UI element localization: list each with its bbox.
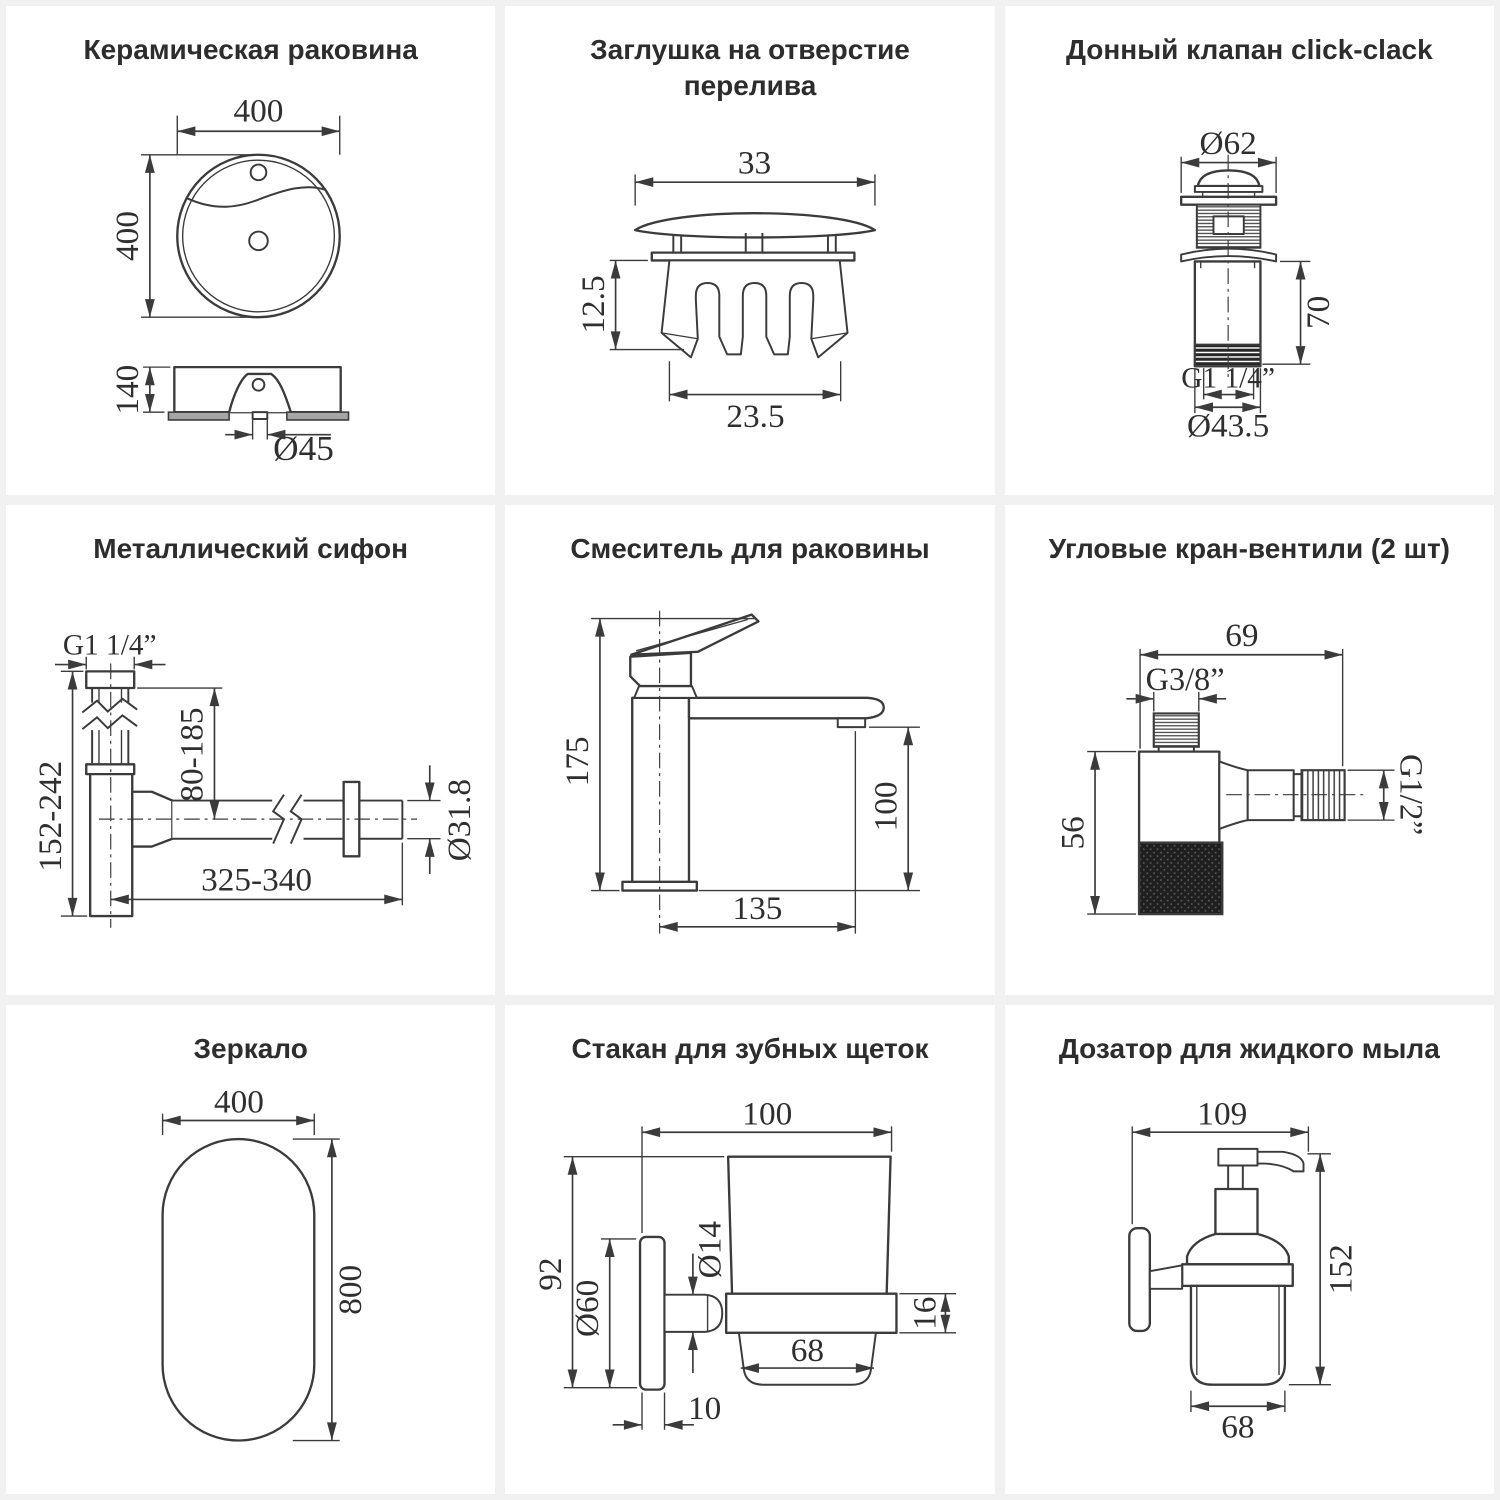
siphon-drawing	[6, 505, 495, 994]
dim-label: 68	[791, 1331, 825, 1369]
panel-title: Угловые кран-вентили (2 шт)	[1048, 533, 1450, 565]
dim-label: 400	[109, 211, 147, 261]
mirror-drawing	[6, 1005, 495, 1494]
dim-label: 16	[906, 1296, 944, 1330]
cup-body	[640, 1156, 896, 1389]
dim-label: 68	[1220, 1408, 1255, 1446]
panel-title: Дозатор для жидкого мыла	[1058, 1032, 1440, 1064]
dim-label: 140	[109, 364, 147, 415]
dim-label: 400	[213, 1083, 264, 1121]
panel-title: Смеситель для раковины	[570, 533, 930, 565]
dim-label: 400	[233, 92, 284, 130]
sink-drawing	[6, 6, 495, 495]
panel-sink	[6, 6, 495, 495]
panel-toothbrush-cup	[505, 1005, 994, 1494]
dim-label: Ø31.8	[440, 779, 478, 862]
dim-label: 10	[688, 1389, 722, 1427]
panel-title: Зеркало	[193, 1032, 308, 1064]
panel-soap-dispenser	[1005, 1005, 1494, 1494]
toothbrush-cup-drawing	[505, 1005, 994, 1494]
panel-title: Заглушка на отверстие перелива	[590, 34, 910, 102]
dispenser-body	[1129, 1149, 1303, 1385]
dim-label: 12.5	[575, 275, 613, 334]
dim-label: 325-340	[201, 861, 312, 899]
dim-label: 80-185	[173, 707, 211, 803]
panel-mirror	[6, 1005, 495, 1494]
dim-label: 109	[1196, 1095, 1247, 1133]
click-clack-drawing	[1005, 6, 1494, 495]
dim-label: G1 1/4”	[1180, 362, 1275, 395]
sink-top-view	[177, 155, 339, 317]
dim-label: Ø14	[691, 1220, 729, 1278]
dim-label: 800	[332, 1264, 370, 1315]
dim-label: Ø60	[569, 1279, 607, 1337]
faucet-drawing	[505, 505, 994, 994]
dim-label: 33	[738, 144, 772, 182]
mirror-shape	[163, 1139, 315, 1440]
dim-label: 100	[867, 781, 905, 832]
sink-side-view	[168, 367, 348, 420]
dim-label: Ø62	[1199, 124, 1257, 162]
panel-overflow-plug	[505, 6, 994, 495]
dim-label: 135	[732, 890, 783, 928]
dim-label: 92	[532, 1257, 570, 1291]
dim-label: G1 1/4”	[62, 630, 157, 663]
panel-click-clack	[1005, 6, 1494, 495]
angle-valve-drawing	[1005, 505, 1494, 994]
panel-faucet	[505, 505, 994, 994]
dim-label: Ø45	[273, 429, 334, 469]
dim-label: 175	[559, 736, 597, 787]
dim-label: 69	[1224, 617, 1259, 655]
panel-title: Керамическая раковина	[83, 34, 418, 65]
panel-angle-valves	[1005, 505, 1494, 994]
panel-siphon	[6, 505, 495, 994]
valve-body	[1181, 155, 1276, 378]
plug-body	[635, 213, 875, 357]
soap-dispenser-drawing	[1005, 1005, 1494, 1494]
dim-label: 152-242	[31, 761, 69, 872]
dim-label: 100	[742, 1095, 793, 1133]
faucet-body	[623, 611, 884, 934]
dim-label: Ø43.5	[1186, 407, 1269, 445]
valve-body	[1139, 714, 1363, 915]
faucet-dimensions	[560, 619, 921, 934]
panel-title: Стакан для зубных щеток	[571, 1032, 929, 1064]
dim-label: 23.5	[726, 397, 785, 435]
panel-title: Донный клапан click-clack	[1065, 34, 1433, 65]
dim-label: 70	[1299, 295, 1337, 329]
dim-label: 152	[1322, 1243, 1360, 1294]
panel-title: Металлический сифон	[93, 533, 409, 565]
dim-label: G1/2”	[1392, 754, 1430, 836]
dim-label: G3/8”	[1145, 661, 1225, 698]
dim-label: 56	[1053, 816, 1091, 850]
valve-dimensions	[1054, 617, 1429, 914]
